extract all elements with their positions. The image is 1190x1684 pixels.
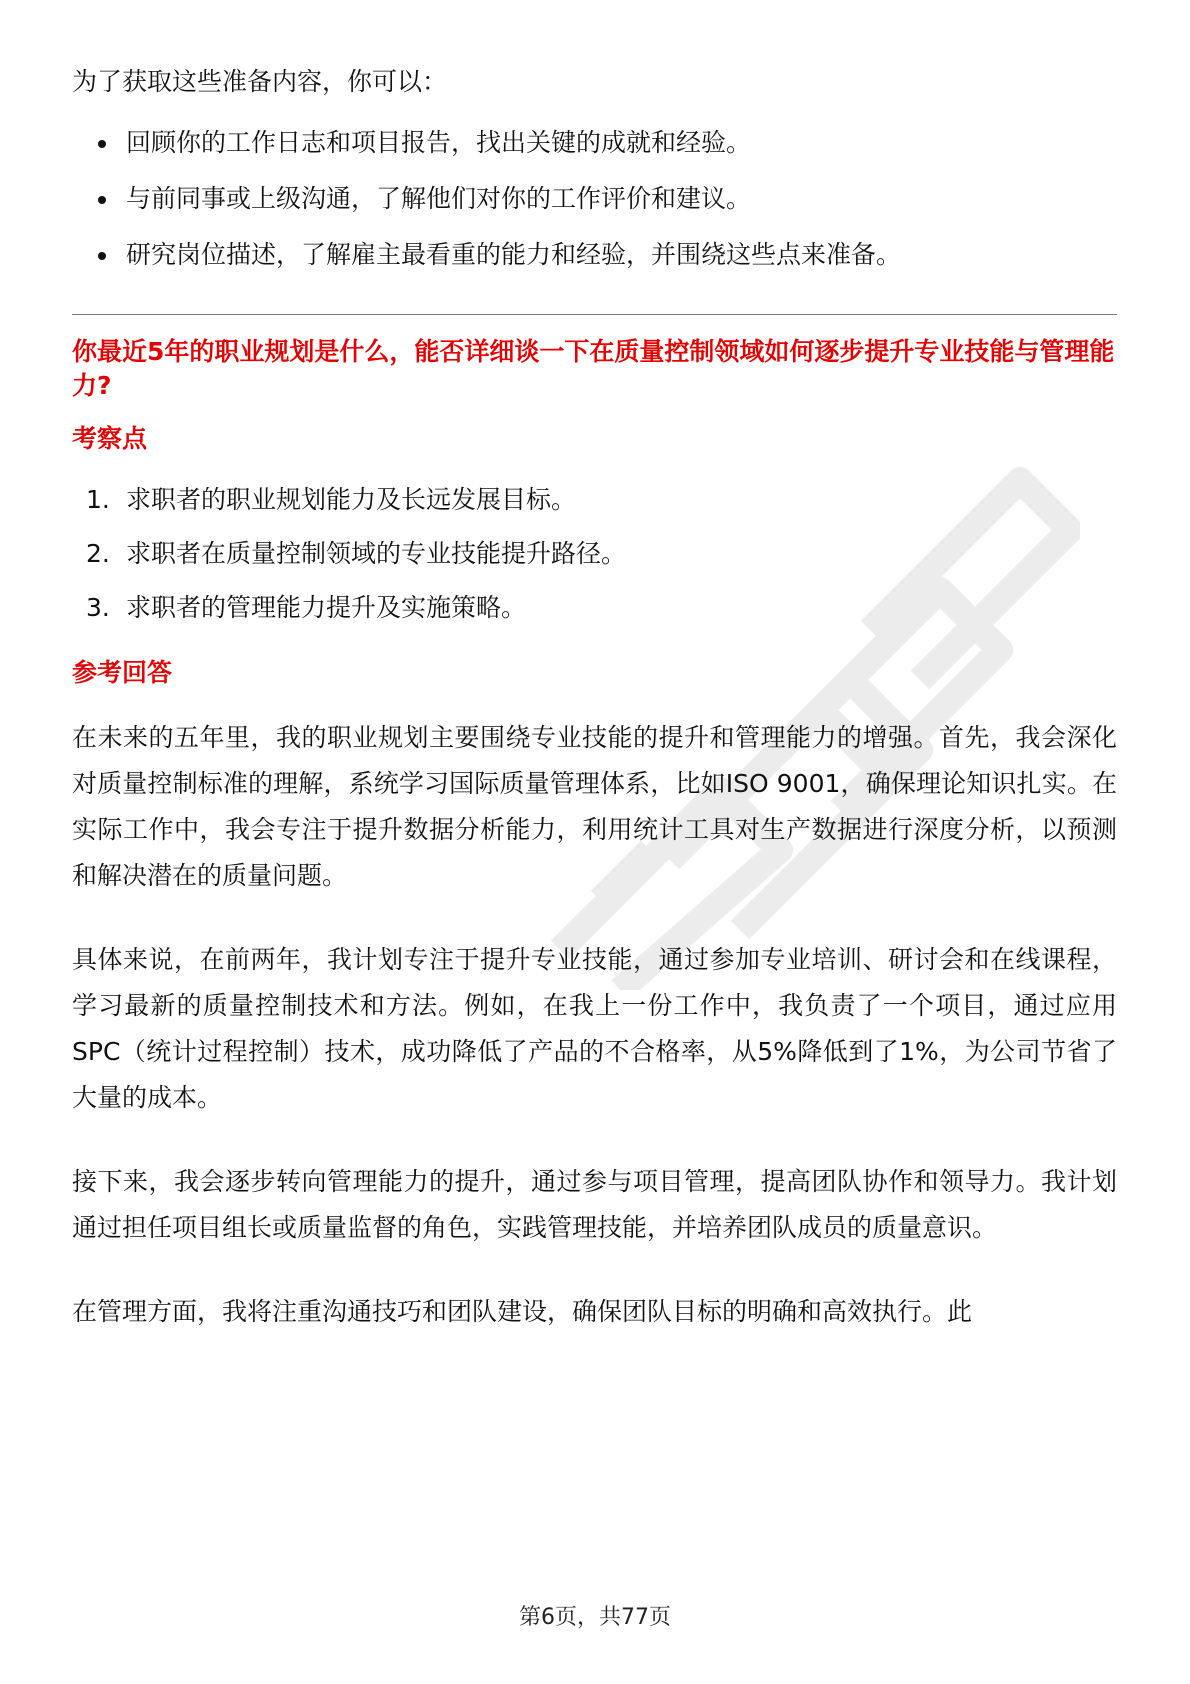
answer-paragraph: 具体来说，在前两年，我计划专注于提升专业技能，通过参加专业培训、研讨会和在线课程，学习最新的质量控制技术和方法。例如，在我上一份工作中，我负责了一个项目，通过应用SPC（统计过程控制）技术，成功降低了产品的不合格率，从5%降低到了1%，为公司节省了大量的成本。 [72, 945, 1117, 1112]
answer-paragraph: 接下来，我会逐步转向管理能力的提升，通过参与项目管理，提高团队协作和领导力。我计划通过担任项目组长或质量监督的角色，实践管理技能，并培养团队成员的质量意识。 [72, 1167, 1117, 1242]
intro-text: 为了获取这些准备内容，你可以： [72, 67, 448, 96]
list-item [72, 535, 1117, 573]
list-item [72, 180, 1117, 218]
answer-title: 参考回答 [72, 658, 173, 687]
list-number: 3. [86, 593, 110, 622]
list-item-text: 研究岗位描述，了解雇主最看重的能力和经验，并围绕这些点来准备。 [126, 240, 902, 269]
list-item-text: 求职者在质量控制领域的专业技能提升路径。 [126, 539, 627, 568]
list-item-text: 回顾你的工作日志和项目报告，找出关键的成就和经验。 [126, 128, 752, 157]
page-number: 第6页，共77页 [519, 1605, 671, 1630]
list-item-text: 求职者的职业规划能力及长远发展目标。 [126, 485, 577, 514]
list-item-text: 求职者的管理能力提升及实施策略。 [126, 593, 527, 622]
focus-title: 考察点 [72, 424, 148, 453]
bullet-dot-icon [98, 140, 106, 148]
focus-list [72, 481, 1117, 627]
answer-paragraph: 在未来的五年里，我的职业规划主要围绕专业技能的提升和管理能力的增强。首先，我会深化对质量控制标准的理解，系统学习国际质量管理体系，比如ISO 9001，确保理论知识扎实。在实际工作中，我会专注于提升数据分析能力，利用统计工具对生产数据进行深度分析，以预测和解决潜在的质量问题。 [72, 723, 1117, 890]
question-heading: 你最近5年的职业规划是什么，能否详细谈一下在质量控制领域如何逐步提升专业技能与管理能力? [72, 337, 1115, 400]
list-item [72, 124, 1117, 162]
answer-paragraph: 在管理方面，我将注重沟通技巧和团队建设，确保团队目标的明确和高效执行。此 [72, 1297, 973, 1326]
list-item [72, 481, 1117, 519]
list-number: 2. [86, 539, 110, 568]
list-item [72, 589, 1117, 627]
list-item [72, 236, 1117, 274]
list-number: 1. [86, 485, 110, 514]
content-area [72, 60, 1117, 1373]
bullet-dot-icon [98, 196, 106, 204]
section-divider [72, 314, 1117, 315]
bullet-dot-icon [98, 252, 106, 260]
bullet-list [72, 124, 1117, 274]
list-item-text: 与前同事或上级沟通，了解他们对你的工作评价和建议。 [126, 184, 752, 213]
